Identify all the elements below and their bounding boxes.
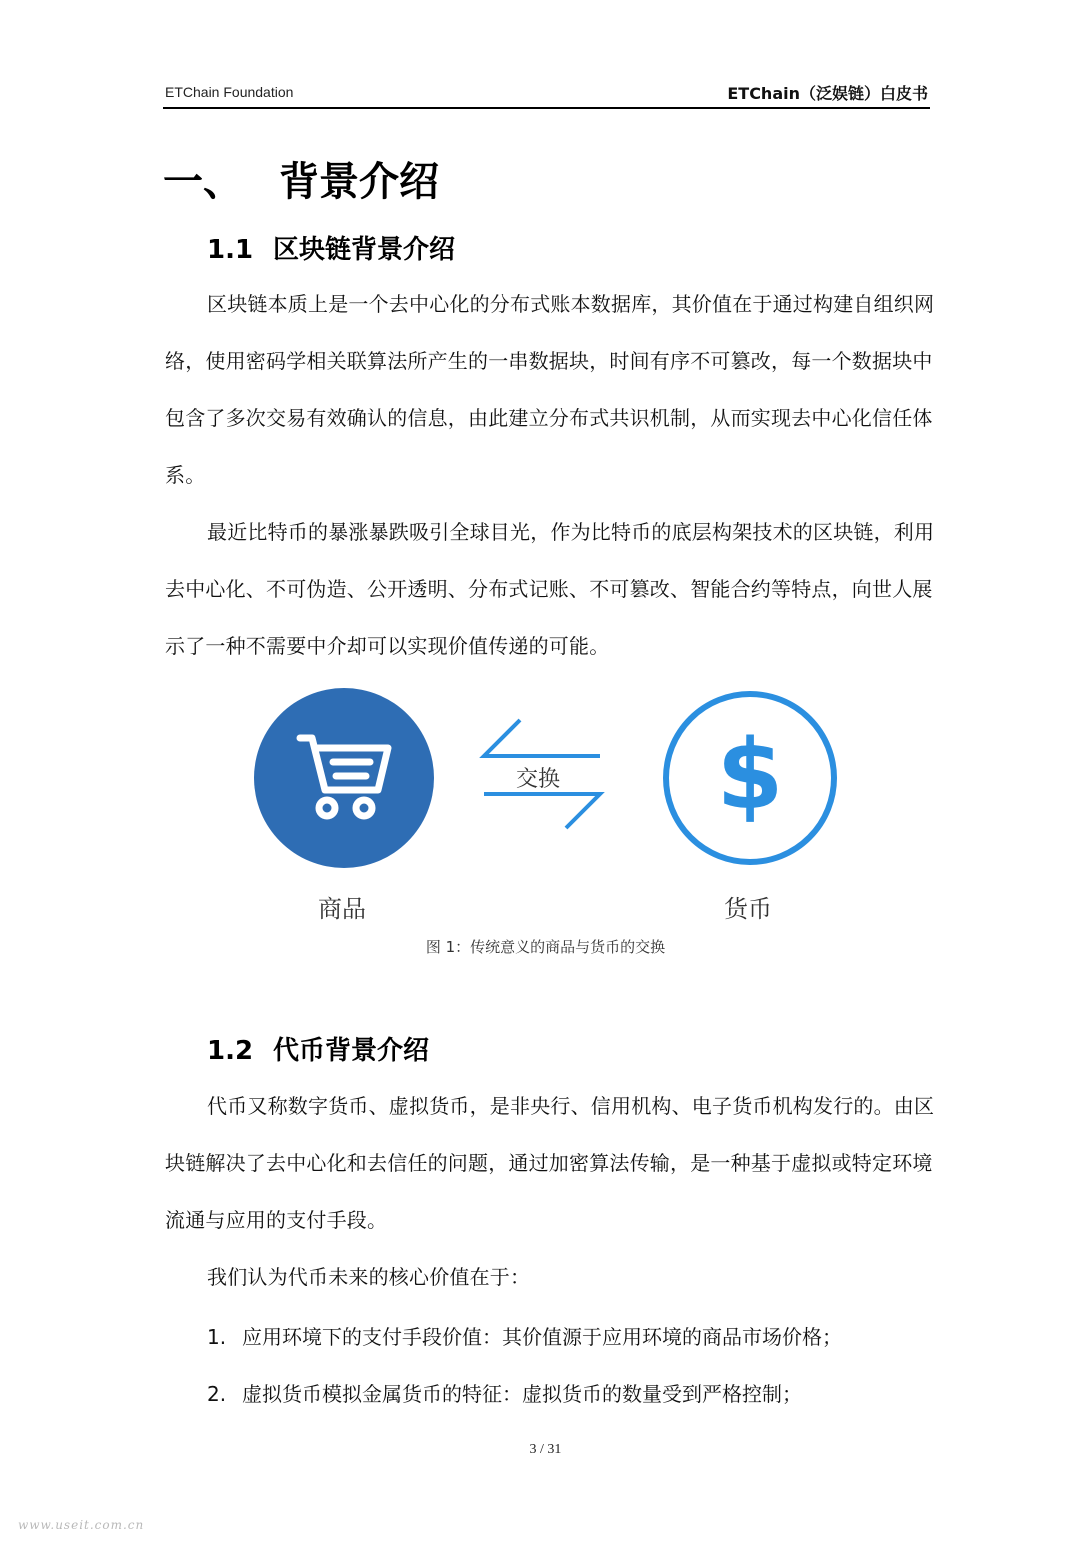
svg-text:$: $ [716,719,784,831]
paragraph: 区块链本质上是一个去中心化的分布式账本数据库，其价值在于通过构建自组织网络，使用密码学相关联算法所产生的一串数据块，时间有序不可篡改，每一个数据块中包含了多次交易有效确认的信息，由此建立分布式共识机制，从而实现去中心化信任体系。 [165,292,935,487]
header-document-title: ETChain（泛娱链）白皮书 [727,84,928,103]
chapter-title: 背景介绍 [279,159,439,205]
paragraph: 代币又称数字货币、虚拟货币，是非央行、信用机构、电子货币机构发行的。由区块链解决了去中心化和去信任的问题，通过加密算法传输，是一种基于虚拟或特定环境流通与应用的支付手段。 [165,1094,935,1232]
list-number: 2. [207,1382,227,1406]
commodity-label: 商品 [318,895,366,923]
section-heading-1-2 [207,1030,429,1066]
watermark: www.useit.com.cn [18,1518,145,1532]
section-1-2-body [165,1078,940,1306]
page-number: 3 / 31 [529,1442,562,1457]
dollar-icon [666,694,834,862]
paragraph: 我们认为代币未来的核心价值在于： [207,1265,531,1289]
chapter-number: 一、 [163,159,243,205]
list-item [207,1321,842,1350]
section-number: 1.2 [207,1036,254,1066]
section-title: 区块链背景介绍 [273,235,456,265]
section-title: 代币背景介绍 [273,1036,430,1066]
list-item [207,1378,802,1407]
header-organization: ETChain Foundation [165,84,294,100]
paragraph: 最近比特币的暴涨暴跌吸引全球目光，作为比特币的底层构架技术的区块链，利用去中心化、不可伪造、公开透明、分布式记账、不可篡改、智能合约等特点，向世人展示了一种不需要中介却可以实现价值传递的可能。 [165,520,935,658]
section-number: 1.1 [207,235,254,265]
figure-caption: 图 1：传统意义的商品与货币的交换 [425,938,666,956]
list-text: 应用环境下的支付手段价值：其价值源于应用环境的商品市场价格； [242,1325,842,1349]
currency-label: 货币 [724,895,772,923]
list-text: 虚拟货币模拟金属货币的特征：虚拟货币的数量受到严格控制； [242,1382,802,1406]
list-number: 1. [207,1325,227,1349]
shopping-cart-icon [254,688,434,868]
exchange-label: 交换 [516,767,561,792]
